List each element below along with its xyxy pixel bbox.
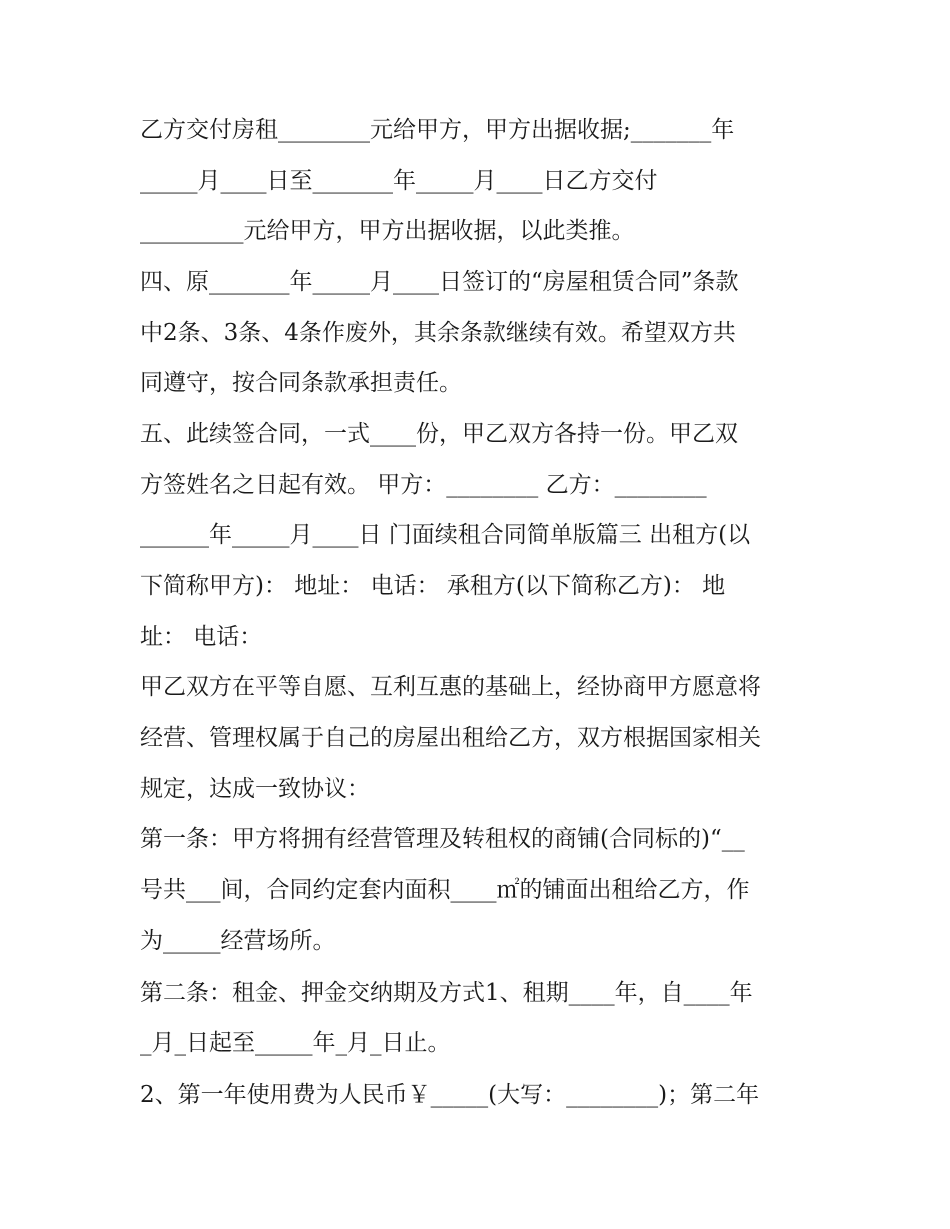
text-line: 址： 电话： [140,624,263,650]
text-line: 2、第一年使用费为人民币￥_____(大写：________)；第二年 [140,1082,760,1108]
text-line: _月_日起至_____年_月_日止。 [140,1030,451,1056]
text-line: 甲乙双方在平等自愿、互利互惠的基础上，经协商甲方愿意将 [140,674,761,700]
text-line: ______年_____月____日 门面续租合同简单版篇三 出租方(以 [140,522,751,548]
text-line: 中2条、3条、4条作废外，其余条款继续有效。希望双方共 [140,320,736,346]
text-line: 五、此续签合同，一式____份，甲乙双方各持一份。甲乙双 [140,421,738,447]
text-line: 同遵守，按合同条款承担责任。 [140,370,462,396]
text-line: _____月____日至_______年_____月____日乙方交付 [140,168,658,194]
text-line: 号共___间，合同约定套内面积____㎡的铺面出租给乙方，作 [140,877,750,903]
text-line: 下简称甲方)： 地址： 电话： 承租方(以下简称乙方)： 地 [140,573,726,599]
text-line: _________元给甲方，甲方出据收据，以此类推。 [140,218,635,244]
text-line: 方签姓名之日起有效。 甲方：________ 乙方：________ [140,472,707,498]
text-line: 四、原_______年_____月____日签订的“房屋租赁合同”条款 [140,269,739,295]
text-line: 规定，达成一致协议： [140,776,370,802]
text-line: 乙方交付房租________元给甲方，甲方出据收据;_______年 [140,117,735,143]
text-line: 经营、管理权属于自己的房屋出租给乙方，双方根据国家相关 [140,725,761,751]
text-line: 第一条：甲方将拥有经营管理及转租权的商铺(合同标的)“__ [140,826,745,852]
text-line: 为_____经营场所。 [140,928,336,954]
text-line: 第二条：租金、押金交纳期及方式1、租期____年，自____年 [140,980,753,1006]
